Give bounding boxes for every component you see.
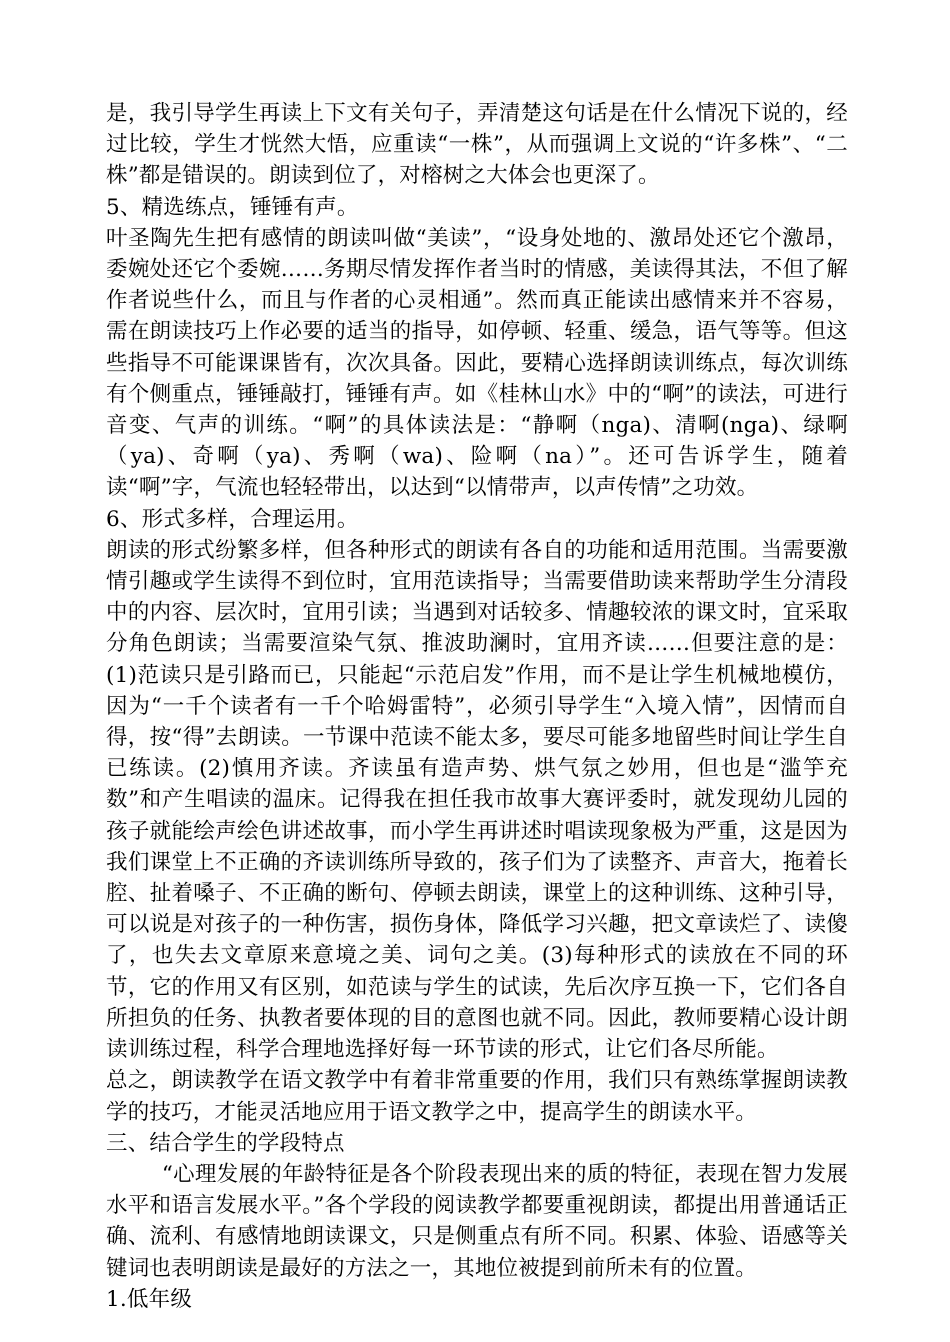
paragraph-reading-forms: 朗读的形式纷繁多样，但各种形式的朗读有各自的功能和适用范围。当需要激情引趣或学生读得不到位时，宜用范读指导；当需要借助读来帮助学生分清段中的内容、层次时，宜用引读；当遇到对话较多、情趣较浓的课文时，宜采取分角色朗读；当需要渲染气氛、推波助澜时，宜用齐读……但要注意的是：(1)范读只是引路而已，只能起“示范启发”作用，而不是让学生机械地模仿，因为“一千个读者有一千个哈姆雷特”，必须引导学生“入境入情”，因情而自得，按“得”去朗读。一节课中范读不能太多，要尽可能多地留些时间让学生自已练读。(2)慎用齐读。齐读虽有造声势、烘气氛之妙用，但也是“滥竽充数”和产生唱读的温床。记得我在担任我市故事大赛评委时，就发现幼儿园的孩子就能绘声绘色讲述故事，而小学生再讲述时唱读现象极为严重，这是因为我们课堂上不正确的齐读训练所导致的，孩子们为了读整齐、声音大，拖着长腔、扯着嗓子、不正确的断句、停顿去朗读，课堂上的这种训练、这种引导，可以说是对孩子的一种伤害，损伤身体，降低学习兴趣，把文章读烂了、读傻了，也失去文章原来意境之美、词句之美。(3)每种形式的读放在不同的环节，它的作用又有区别，如范读与学生的试读，先后次序互换一下，它们各自所担负的任务、执教者要体现的目的意图也就不同。因此，教师要精心设计朗读训练过程，科学合理地选择好每一环节读的形式，让它们各尽所能。 bbox=[106, 537, 848, 1063]
section-heading-3: 三、结合学生的学段特点 bbox=[106, 1130, 345, 1156]
paragraph-psychology-quote: “心理发展的年龄特征是各个阶段表现出来的质的特征，表现在智力发展水平和语言发展水平。”各个学段的阅读教学都要重视朗读，都提出用普通话正确、流利、有感情地朗读课文，只是侧重点有所不同。积累、体验、语感等关键词也表明朗读是最好的方法之一，其地位被提到前所未有的位置。 bbox=[106, 1161, 848, 1281]
section-heading-5: 5、精选练点，锤锤有声。 bbox=[106, 194, 359, 220]
section-heading-6: 6、形式多样，合理运用。 bbox=[106, 506, 359, 532]
paragraph-summary: 总之，朗读教学在语文教学中有着非常重要的作用，我们只有熟练掌握朗读教学的技巧，才能灵活地应用于语文教学之中，提高学生的朗读水平。 bbox=[106, 1068, 848, 1125]
paragraph-beautiful-reading: 叶圣陶先生把有感情的朗读叫做“美读”，“设身处地的、激昂处还它个激昂，委婉处还它个委婉……务期尽情发挥作者当时的情感，美读得其法，不但了解作者说些什么，而且与作者的心灵相通”。然而真正能读出感情来并不容易，需在朗读技巧上作必要的适当的指导，如停顿、轻重、缓急，语气等等。但这些指导不可能课课皆有，次次具备。因此，要精心选择朗读训练点，每次训练有个侧重点，锤锤敲打，锤锤有声。如《桂林山水》中的“啊”的读法，可进行音变、气声的训练。“啊”的具体读法是：“静啊（nga)、清啊(nga)、绿啊（ya)、奇啊（ya)、秀啊（wa)、险啊（na）”。还可告诉学生，随着读“啊”字，气流也轻轻带出，以达到“以情带声，以声传情”之功效。 bbox=[106, 225, 848, 501]
subsection-heading-lower-grade: 1.低年级 bbox=[106, 1286, 193, 1312]
document-body bbox=[106, 98, 848, 1315]
paragraph-continuation: 是，我引导学生再读上下文有关句子，弄清楚这句话是在什么情况下说的，经过比较，学生才恍然大悟，应重读“一株”，从而强调上文说的“许多株”、“二株”都是错误的。朗读到位了，对榕树之大体会也更深了。 bbox=[106, 101, 848, 189]
